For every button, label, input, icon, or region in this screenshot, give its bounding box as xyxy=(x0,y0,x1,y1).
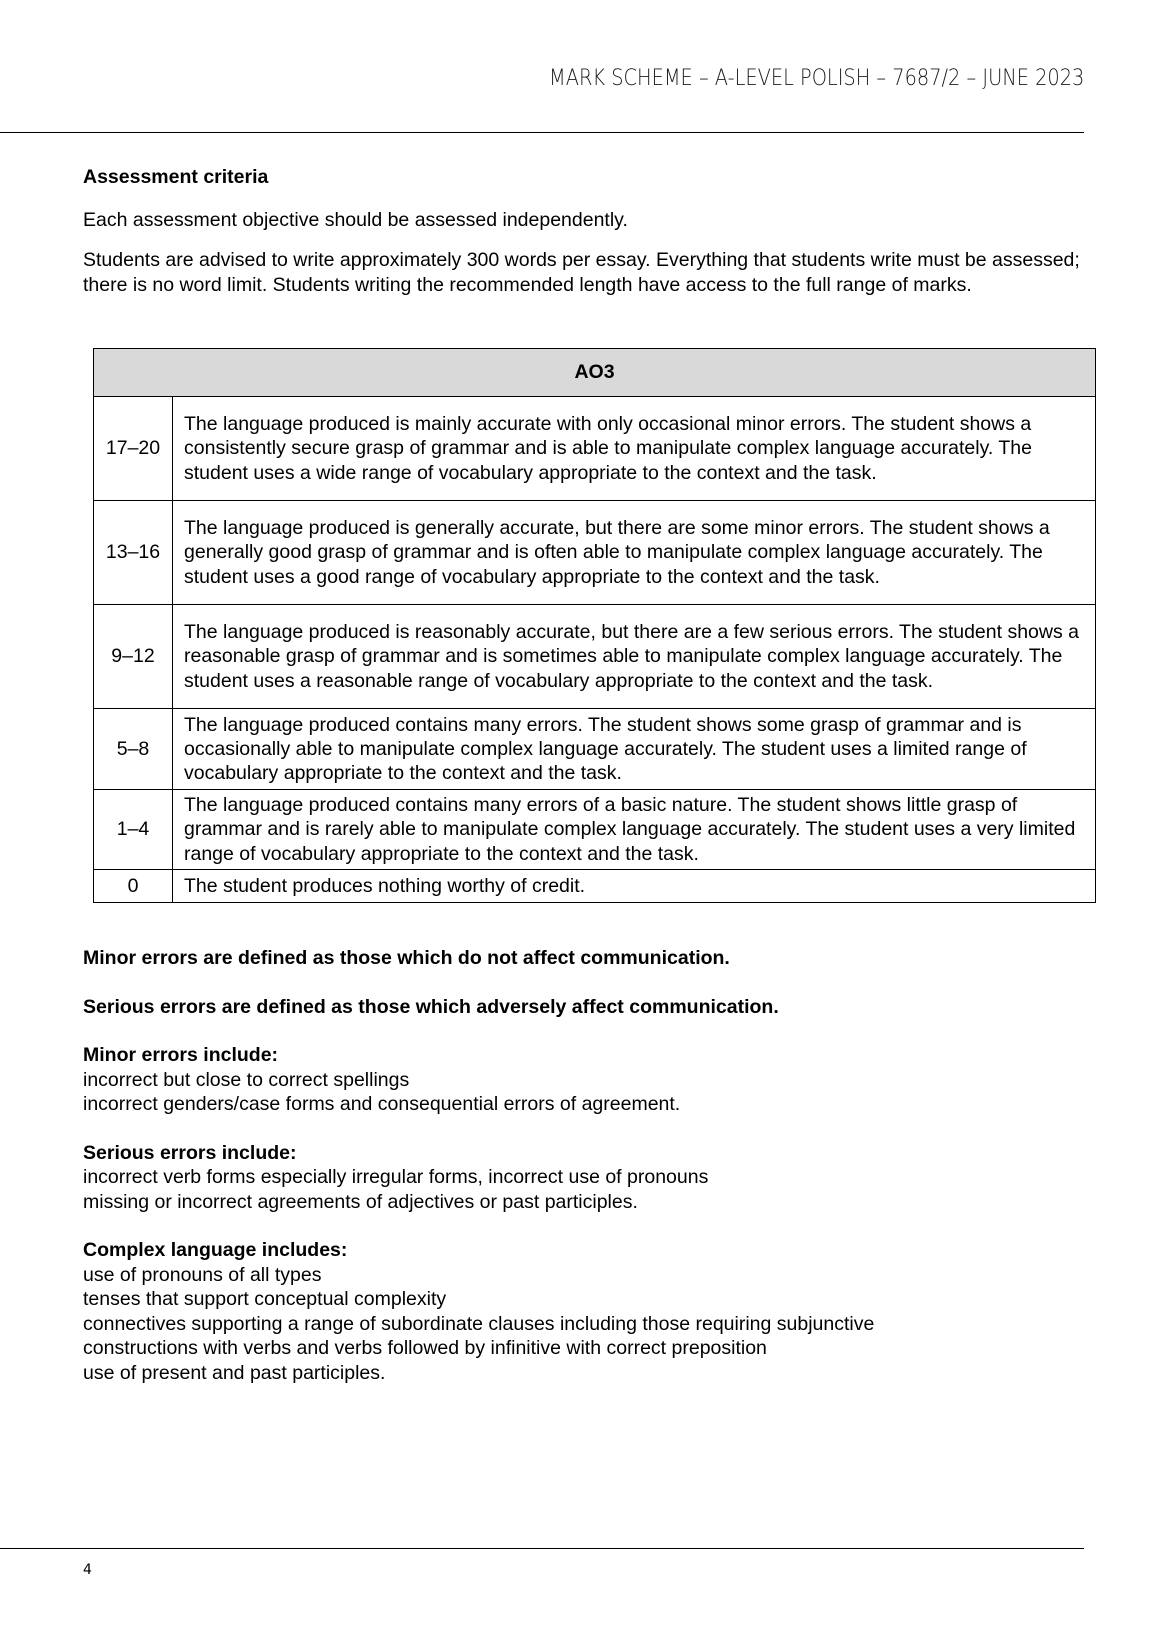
mark-band: 5–8 xyxy=(94,709,173,790)
band-descriptor: The language produced contains many errors of a basic nature. The student shows little grasp of grammar and is rarely able to manipulate complex language accurately. The student uses a very limited range of vocabulary appropriate to the context and the task. xyxy=(173,790,1096,870)
mark-band: 17–20 xyxy=(94,397,173,501)
table-row xyxy=(94,605,1096,709)
band-descriptor: The language produced is mainly accurate with only occasional minor errors. The student shows a consistently secure grasp of grammar and is able to manipulate complex language accurately. The student uses a wide range of vocabulary appropriate to the context and the task. xyxy=(173,397,1096,501)
table-row xyxy=(94,790,1096,870)
complex-language-item: connectives supporting a range of subordinate clauses including those requiring subjunctive xyxy=(83,1312,875,1335)
table-row xyxy=(94,501,1096,605)
serious-errors-heading: Serious errors include: xyxy=(83,1141,297,1164)
mark-band: 1–4 xyxy=(94,790,173,870)
complex-language-item: tenses that support conceptual complexity xyxy=(83,1288,447,1310)
intro-paragraph: Students are advised to write approximately 300 words per essay. Everything that students write must be assessed; there is no word limit. Students writing the recommended length have access to the full range of marks. xyxy=(83,249,1080,296)
complex-language-heading: Complex language includes: xyxy=(83,1239,348,1261)
footer-divider xyxy=(0,1548,1084,1549)
minor-errors-item: incorrect genders/case forms and consequential errors of agreement. xyxy=(83,1093,681,1115)
minor-errors-definition: Minor errors are defined as those which do not affect communication. xyxy=(83,947,730,969)
intro-section xyxy=(83,165,1098,297)
complex-language-item: constructions with verbs and verbs followed by infinitive with correct preposition xyxy=(83,1337,767,1359)
minor-errors-heading: Minor errors include: xyxy=(83,1044,279,1066)
band-descriptor: The student produces nothing worthy of credit. xyxy=(173,870,1096,903)
table-row xyxy=(94,709,1096,790)
intro-paragraph: Each assessment objective should be assessed independently. xyxy=(83,208,628,231)
serious-errors-item: incorrect verb forms especially irregular forms, incorrect use of pronouns xyxy=(83,1166,709,1188)
table-row xyxy=(94,397,1096,501)
mark-band: 9–12 xyxy=(94,605,173,709)
minor-errors-item: incorrect but close to correct spellings xyxy=(83,1068,410,1091)
error-notes-section xyxy=(83,946,1098,1385)
page-number: 4 xyxy=(83,1562,92,1578)
mark-band: 0 xyxy=(94,870,173,903)
serious-errors-item: missing or incorrect agreements of adjectives or past participles. xyxy=(83,1190,638,1213)
complex-language-item: use of pronouns of all types xyxy=(83,1263,322,1286)
section-heading: Assessment criteria xyxy=(83,166,269,188)
table-row xyxy=(94,870,1096,903)
mark-band: 13–16 xyxy=(94,501,173,605)
band-descriptor: The language produced contains many errors. The student shows some grasp of grammar and is occasionally able to manipulate complex language accurately. The student uses a limited range of vocabulary appropriate to the context and the task. xyxy=(173,709,1096,790)
band-descriptor: The language produced is reasonably accurate, but there are a few serious errors. The student shows a reasonable grasp of grammar and is sometimes able to manipulate complex language accurately. The student uses a reasonable range of vocabulary appropriate to the context and the task. xyxy=(173,605,1096,709)
table-header-row xyxy=(94,349,1096,397)
serious-errors-definition: Serious errors are defined as those which adversely affect communication. xyxy=(83,995,779,1018)
ao3-mark-table xyxy=(93,348,1096,903)
header-divider xyxy=(0,132,1084,133)
complex-language-item: use of present and past participles. xyxy=(83,1361,386,1384)
band-descriptor: The language produced is generally accurate, but there are some minor errors. The student shows a generally good grasp of grammar and is often able to manipulate complex language accurately. The student uses a good range of vocabulary appropriate to the context and the task. xyxy=(173,501,1096,605)
table-header-ao3: AO3 xyxy=(94,349,1096,397)
document-header-title: MARK SCHEME – A-LEVEL POLISH – 7687/2 – JUNE 2023 xyxy=(548,66,1084,91)
